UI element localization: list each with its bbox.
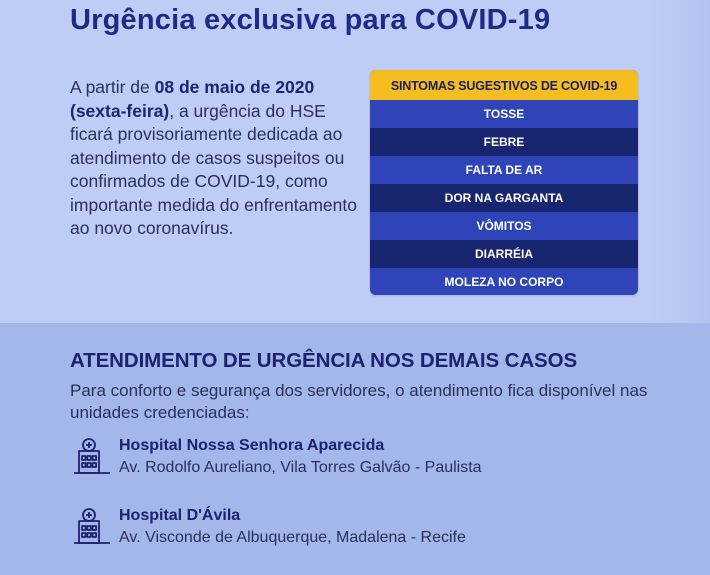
hospital-address: Av. Rodolfo Aureliano, Vila Torres Galvão - Paulista (119, 459, 482, 476)
intro-date: 08 de maio de 2020 (sexta-feira) (70, 77, 315, 121)
symptom-item: DOR NA GARGANTA (370, 184, 638, 212)
section-body: Para conforto e segurança dos servidores, o atendimento fica disponível nas unidades credenciadas: (70, 381, 648, 422)
intro-text-start: A partir de (70, 77, 155, 97)
hospital-building-icon (72, 437, 112, 477)
symptoms-header: SINTOMAS SUGESTIVOS DE COVID-19 (370, 70, 638, 100)
symptom-item: MOLEZA NO CORPO (370, 268, 638, 295)
hospital-name: Hospital Nossa Senhora Aparecida (119, 437, 385, 454)
symptom-item: VÔMITOS (370, 212, 638, 240)
hospital-building-icon (72, 507, 112, 547)
intro-text-end: , a urgência do HSE ficará provisoriamente dedicada ao atendimento de casos suspeitos ou confirmados de COVID-19, como importante medida do enfrentamento ao novo coronavírus. (70, 100, 357, 238)
section-title: ATENDIMENTO DE URGÊNCIA NOS DEMAIS CASOS (70, 349, 578, 372)
hospital-name: Hospital D'Ávila (119, 507, 241, 524)
symptom-item: DIARRÉIA (370, 240, 638, 268)
symptom-item: FEBRE (370, 128, 638, 156)
hospital-address: Av. Visconde de Albuquerque, Madalena - Recife (119, 529, 466, 546)
top-panel-shade (650, 0, 710, 323)
hospital-entry (72, 437, 672, 485)
hospital-entry (72, 507, 672, 555)
symptoms-table (370, 70, 638, 295)
symptom-item: FALTA DE AR (370, 156, 638, 184)
symptom-item: TOSSE (370, 100, 638, 128)
page-title: Urgência exclusiva para COVID-19 (70, 4, 551, 36)
intro-paragraph (70, 76, 370, 241)
